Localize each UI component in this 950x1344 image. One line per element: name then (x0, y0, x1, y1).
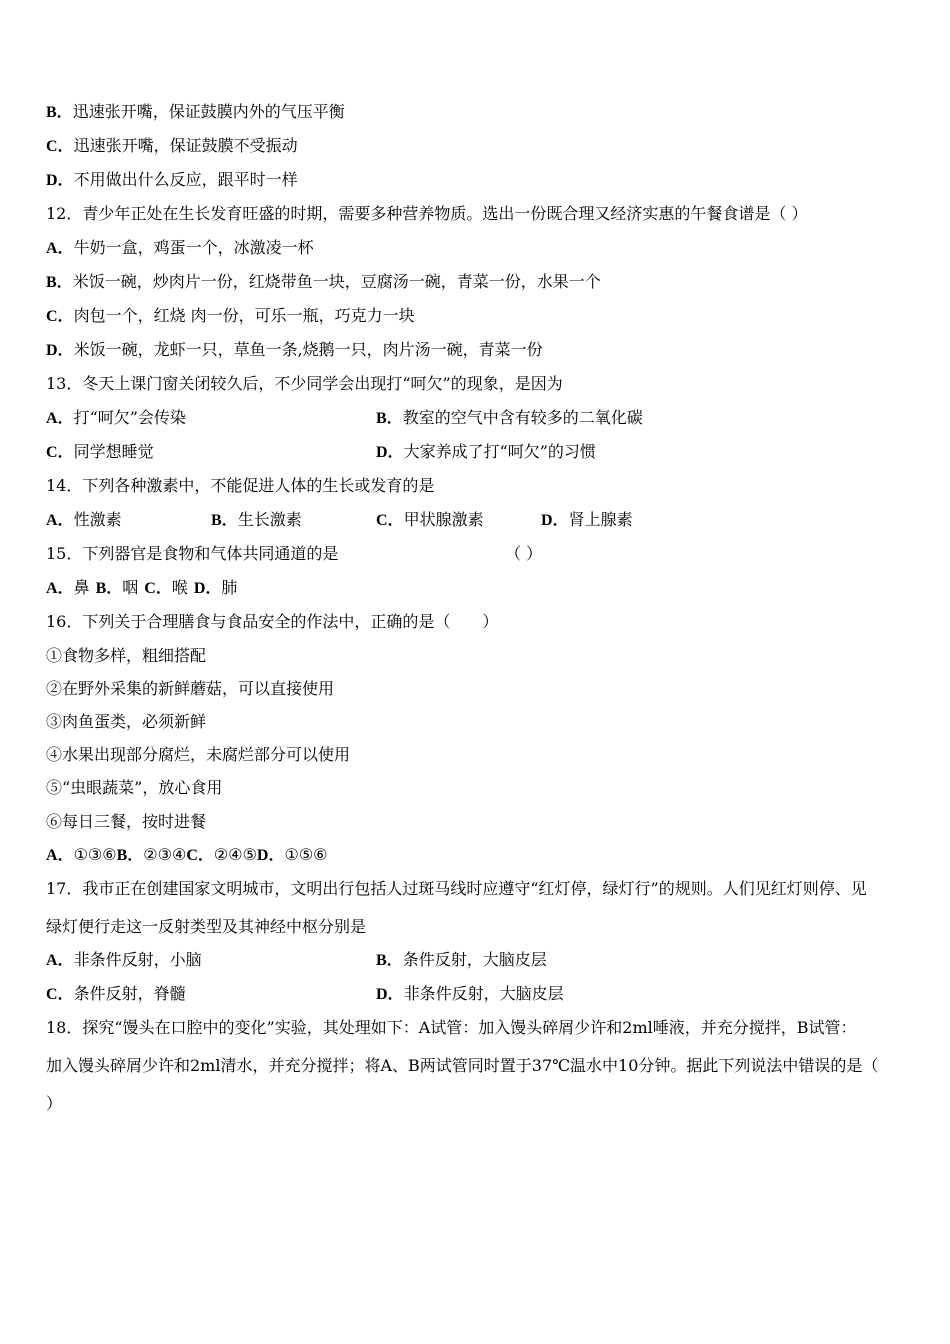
q11-option-d: D．不用做出什么反应，跟平时一样 (46, 170, 298, 189)
q13-option-c: C．同学想睡觉 (46, 442, 154, 461)
q17-stem-line2: 绿灯便行走这一反射类型及其神经中枢分别是 (46, 917, 367, 936)
q16-item-3: ③肉鱼蛋类，必须新鲜 (46, 712, 207, 731)
q12-option-a: A．牛奶一盒，鸡蛋一个，冰激凌一杯 (46, 238, 314, 257)
q18-stem-line3: ） (46, 1094, 63, 1113)
q14-option-a: A．性激素 (46, 510, 122, 529)
q14-stem: 14．下列各种激素中，不能促进人体的生长或发育的是 (46, 476, 435, 495)
q18-stem-line1: 18．探究“馒头在口腔中的变化”实验，其处理如下：A试管：加入馒头碎屑少许和2ml唾液，并充分搅拌，B试管： (46, 1018, 857, 1037)
q16-item-4: ④水果出现部分腐烂，未腐烂部分可以使用 (46, 745, 351, 764)
q12-stem: 12．青少年正处在生长发育旺盛的时期，需要多种营养物质。选出一份既合理又经济实惠的午餐食谱是（ ） (46, 204, 808, 223)
q17-option-d: D．非条件反射，大脑皮层 (376, 984, 564, 1003)
q15-stem: 15．下列器官是食物和气体共同通道的是 (46, 544, 339, 563)
q11-option-c: C．迅速张开嘴，保证鼓膜不受振动 (46, 136, 298, 155)
q16-item-5: ⑤“虫眼蔬菜”，放心食用 (46, 778, 223, 797)
q12-option-c: C．肉包一个，红烧 肉一份，可乐一瓶，巧克力一块 (46, 306, 415, 325)
q18-stem-line2: 加入馒头碎屑少许和2ml清水，并充分搅拌；将A、B两试管同时置于37℃温水中10分钟。据此下列说法中错误的是（ (46, 1056, 879, 1075)
q12-option-d: D．米饭一碗，龙虾一只，草鱼一条,烧鹅一只，肉片汤一碗，青菜一份 (46, 340, 543, 359)
q14-option-b: B．生长激素 (211, 510, 302, 529)
q12-option-b: B．米饭一碗，炒肉片一份，红烧带鱼一块，豆腐汤一碗，青菜一份，水果一个 (46, 272, 601, 291)
q17-stem-line1: 17．我市正在创建国家文明城市，文明出行包括人过斑马线时应遵守“红灯停，绿灯行”的规则。人们见红灯则停、见 (46, 879, 867, 898)
q16-options: A．①③⑥B．②③④C．②④⑤D．①⑤⑥ (46, 845, 328, 864)
q11-option-b: B．迅速张开嘴，保证鼓膜内外的气压平衡 (46, 102, 345, 121)
q16-stem: 16．下列关于合理膳食与食品安全的作法中，正确的是（ ） (46, 612, 499, 631)
q16-item-2: ②在野外采集的新鲜蘑菇，可以直接使用 (46, 679, 335, 698)
q13-stem: 13．冬天上课门窗关闭较久后，不少同学会出现打“呵欠”的现象，是因为 (46, 374, 563, 393)
q16-item-6: ⑥每日三餐，按时进餐 (46, 812, 207, 831)
q17-option-c: C．条件反射，脊髓 (46, 984, 186, 1003)
q15-answer-paren: （ ） (505, 544, 543, 563)
q14-option-d: D．肾上腺素 (541, 510, 633, 529)
q17-option-a: A．非条件反射，小脑 (46, 950, 202, 969)
q13-option-b: B．教室的空气中含有较多的二氧化碳 (376, 408, 643, 427)
q17-option-b: B．条件反射，大脑皮层 (376, 950, 547, 969)
q15-options: A．鼻 B．咽 C．喉 D．肺 (46, 578, 238, 597)
q16-item-1: ①食物多样，粗细搭配 (46, 646, 207, 665)
q13-option-a: A．打“呵欠”会传染 (46, 408, 186, 427)
q13-option-d: D．大家养成了打“呵欠”的习惯 (376, 442, 596, 461)
q14-option-c: C．甲状腺激素 (376, 510, 484, 529)
